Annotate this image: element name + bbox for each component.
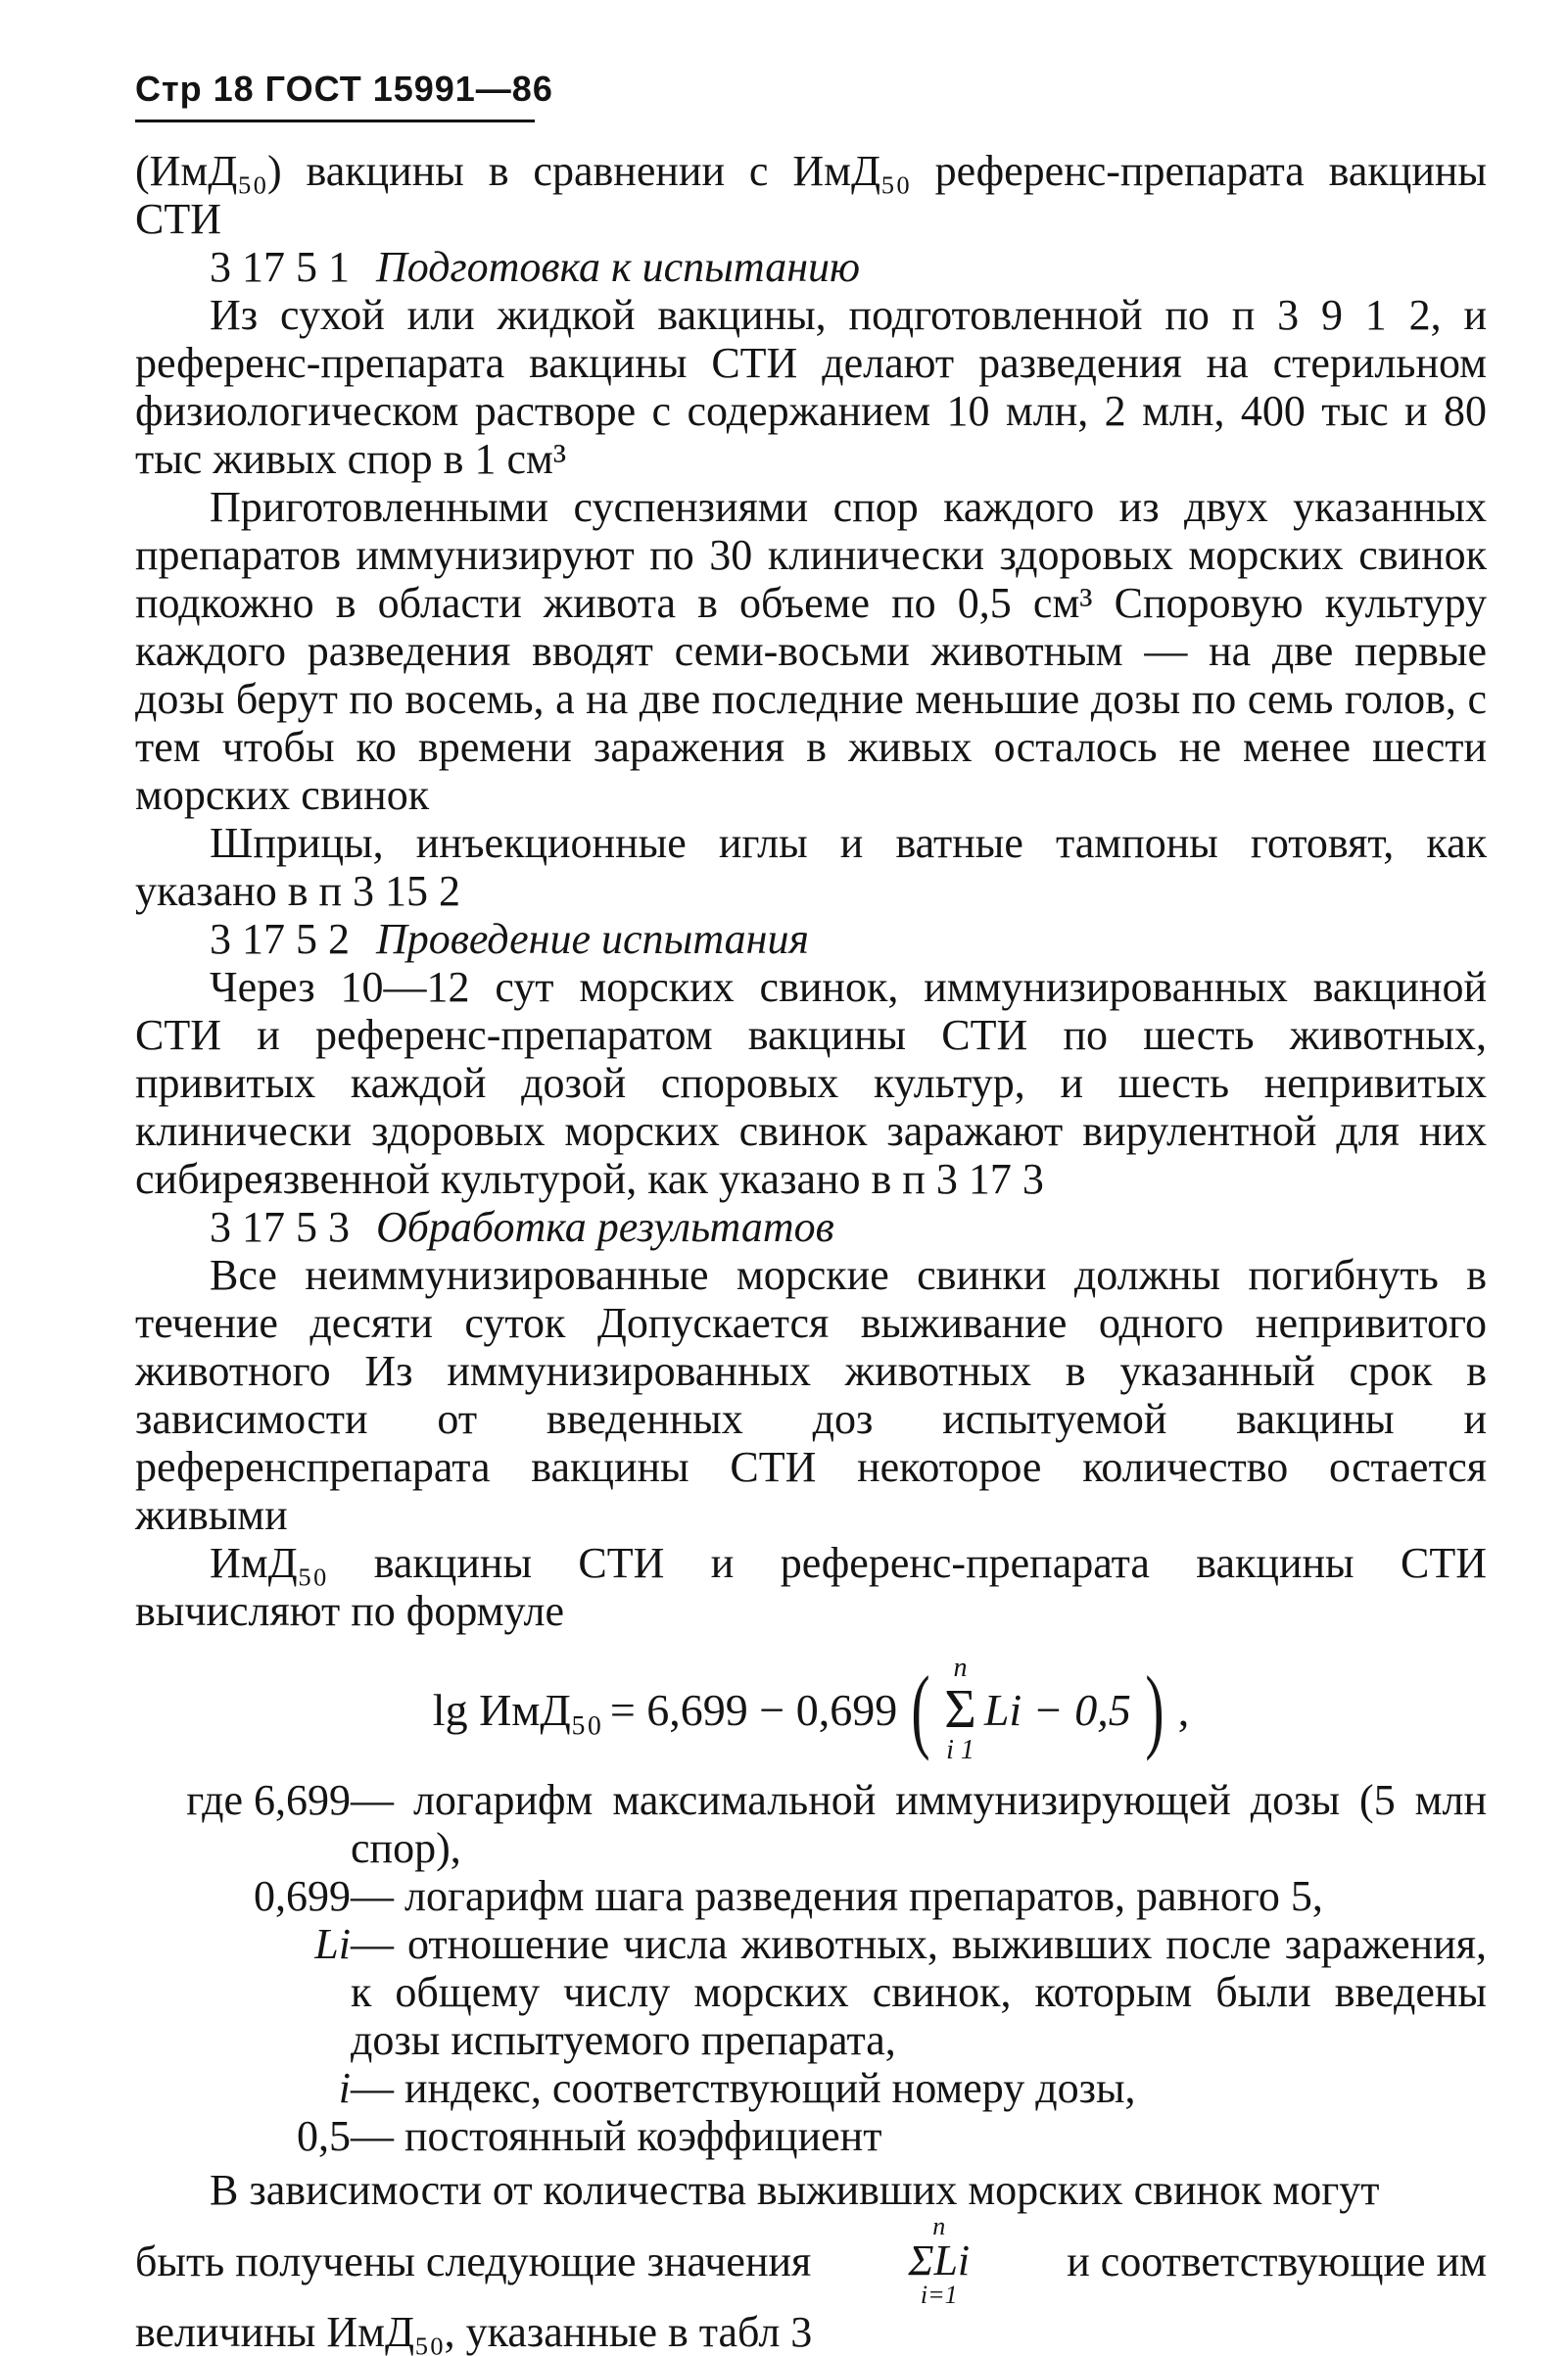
definition-text: — индекс, соответствующий номеру дозы,	[351, 2064, 1136, 2112]
definition-text: — постоянный коэффициент	[351, 2112, 882, 2160]
inline-sum-upper: n	[932, 2212, 946, 2240]
sum-upper: n	[953, 1653, 968, 1683]
paragraph-4: Шприцы, инъекционные иглы и ватные тампоны готовят, как указано в п 3 15 2	[135, 819, 1487, 915]
definition-symbol: Li	[314, 1920, 351, 1968]
definitions-list	[135, 1776, 1487, 2160]
closing-line-3: величины ИмД₅₀, указанные в табл 3	[135, 2308, 813, 2356]
paragraph-2: Из сухой или жидкой вакцины, подготовленной по п 3 9 1 2, и референс-препарата вакцины СТИ делают разведения на стерильном физиологическом растворе с содержанием 10 млн, 2 млн, 400 тыс и 80 тыс живых спор в 1 см³	[135, 291, 1487, 483]
closing-line-2-start: быть получены следующие значения	[135, 2236, 812, 2285]
formula-rhs-start: = 6,699 − 0,699	[609, 1684, 898, 1735]
paragraph-5: Через 10—12 сут морских свинок, иммунизированных вакциной СТИ и референс-препаратом вакцины СТИ по шесть животных, привитых каждой дозой споровых культур, и шесть непривитых клинически здоровых морских свинок заражают вирулентной для них сибиреязвенной культурой, как указано в п 3 17 3	[135, 963, 1487, 1203]
inline-sum	[908, 2214, 970, 2308]
section-title: Подготовка к испытанию	[376, 243, 861, 291]
inline-sum-lower: i=1	[920, 2281, 958, 2309]
paragraph-3: Приготовленными суспензиями спор каждого из двух указанных препаратов иммунизируют по 30 клинически здоровых морских свинок подкожно в области живота в объеме по 0,5 см³ Споровую культуру каждого разведения вводят семи-восьми животным — на две первые дозы берут по восемь, а на две последние меньшие дозы по семь голов, с тем чтобы ко времени заражения в живых осталось не менее шести морских свинок	[135, 483, 1487, 819]
sigma-symbol: Σ	[944, 1679, 976, 1740]
close-paren: )	[1145, 1657, 1164, 1761]
closing-line-2	[135, 2214, 1487, 2308]
document-body	[135, 147, 1487, 2356]
header-rule	[135, 120, 535, 122]
section-heading-3	[135, 1203, 1487, 1251]
formula-lhs: lg ИмД₅₀	[432, 1684, 602, 1735]
definition-symbol: где 6,699	[186, 1776, 351, 1824]
paragraph-7: ИмД₅₀ вакцины СТИ и референс-препарата вакцины СТИ вычисляют по формуле	[135, 1539, 1487, 1635]
paragraph-1: (ИмД₅₀) вакцины в сравнении с ИмД₅₀ референс-препарата вакцины СТИ	[135, 147, 1487, 243]
closing-line-1: В зависимости от количества выживших морских свинок могут	[210, 2166, 1380, 2214]
formula-inside: Li − 0,5	[983, 1684, 1131, 1735]
definition-symbol: 0,5	[297, 2112, 351, 2160]
definition-symbol: 0,699	[254, 1872, 351, 1920]
definition-text: — логарифм шага разведения препаратов, равного 5,	[351, 1872, 1323, 1920]
open-paren: (	[911, 1657, 930, 1761]
sum-operator	[944, 1655, 976, 1764]
section-number: 3 17 5 3	[210, 1203, 350, 1251]
section-number: 3 17 5 2	[210, 915, 350, 963]
formula	[135, 1653, 1487, 1765]
section-heading-2	[135, 915, 1487, 963]
closing-line-2-end: и соответствующие им	[1067, 2236, 1487, 2285]
section-title: Обработка результатов	[376, 1203, 834, 1251]
formula-end: ,	[1177, 1684, 1190, 1735]
paragraph-6: Все неиммунизированные морские свинки должны погибнуть в течение десяти суток Допускается выживание одного непривитого животного Из иммунизированных животных в указанный срок в зависимости от введенных доз испытуемой вакцины и референспрепарата вакцины СТИ некоторое количество остается живыми	[135, 1251, 1487, 1539]
section-heading-1	[135, 243, 1487, 291]
page-header: Стр 18 ГОСТ 15991—86	[135, 69, 553, 109]
section-title: Проведение испытания	[376, 915, 809, 963]
definition-text: — отношение числа животных, выживших после заражения, к общему числу морских свинок, которым были введены дозы испытуемого препарата,	[351, 1920, 1487, 2064]
definition-symbol: i	[338, 2064, 351, 2112]
inline-sum-body: ΣLi	[908, 2236, 971, 2284]
section-number: 3 17 5 1	[210, 243, 350, 291]
sum-lower: i 1	[946, 1735, 974, 1765]
definition-text: — логарифм максимальной иммунизирующей дозы (5 млн спор),	[351, 1776, 1487, 1872]
